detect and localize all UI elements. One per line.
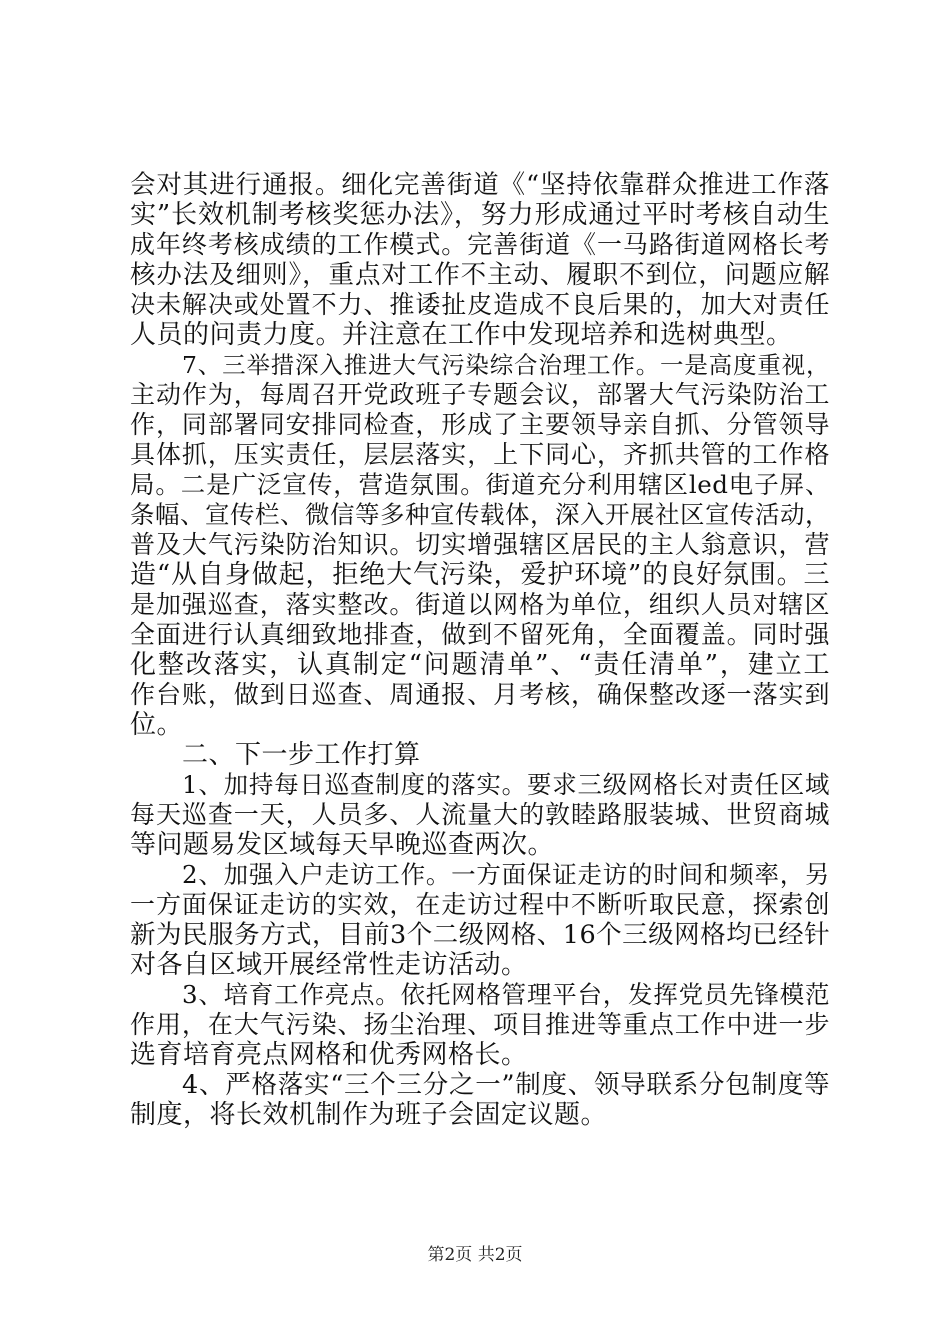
text-line: 实”长效机制考核奖惩办法》，努力形成通过平时考核自动生: [130, 200, 830, 230]
text-line: 主动作为，每周召开党政班子专题会议，部署大气污染防治工: [130, 380, 830, 409]
paragraph-start-line: 2、加强入户走访工作。一方面保证走访的时间和频率，另: [182, 860, 830, 889]
text-line: 制度，将长效机制作为班子会固定议题。: [130, 1100, 608, 1130]
text-line: 会对其进行通报。细化完善街道《“坚持依靠群众推进工作落: [130, 170, 830, 200]
document-body: [130, 170, 830, 1130]
text-line: 对各自区域开展经常性走访活动。: [130, 950, 528, 980]
text-line: 是加强巡查，落实整改。街道以网格为单位，组织人员对辖区: [130, 590, 830, 619]
text-line: 选育培育亮点网格和优秀网格长。: [130, 1040, 528, 1070]
text-line: 一方面保证走访的实效，在走访过程中不断听取民意，探索创: [130, 890, 830, 919]
text-line: 具体抓，压实责任，层层落实，上下同心，齐抓共管的工作格: [130, 440, 830, 469]
text-line: 作，同部署同安排同检查，形成了主要领导亲自抓、分管领导: [130, 410, 830, 439]
text-line: 每天巡查一天，人员多、人流量大的敦睦路服装城、世贸商城: [130, 800, 830, 829]
text-line: 造“从自身做起，拒绝大气污染，爱护环境”的良好氛围。三: [130, 560, 830, 590]
text-line: 人员的问责力度。并注意在工作中发现培养和选树典型。: [130, 320, 793, 350]
text-line: 化整改落实，认真制定“问题清单”、“责任清单”，建立工: [130, 650, 830, 680]
text-line: 决未解决或处置不力、推诿扯皮造成不良后果的，加大对责任: [130, 290, 830, 319]
paragraph-start-line: 7、三举措深入推进大气污染综合治理工作。一是高度重视，: [182, 351, 830, 379]
text-line: 普及大气污染防治知识。切实增强辖区居民的主人翁意识，营: [130, 530, 830, 559]
section-heading: 二、下一步工作打算: [182, 740, 421, 770]
text-line: 核办法及细则》，重点对工作不主动、履职不到位，问题应解: [130, 260, 830, 290]
paragraph-start-line: 1、加持每日巡查制度的落实。要求三级网格长对责任区域: [182, 770, 830, 799]
text-line: 作用，在大气污染、扬尘治理、项目推进等重点工作中进一步: [130, 1010, 830, 1039]
text-line: 条幅、宣传栏、微信等多种宣传载体，深入开展社区宣传活动，: [130, 500, 830, 529]
text-line: 成年终考核成绩的工作模式。完善街道《一马路街道网格长考: [130, 230, 830, 259]
text-line: 等问题易发区域每天早晚巡查两次。: [130, 830, 555, 860]
text-line: 作台账，做到日巡查、周通报、月考核，确保整改逐一落实到: [130, 680, 830, 709]
paragraph-start-line: 4、严格落实“三个三分之一”制度、领导联系分包制度等: [182, 1070, 830, 1100]
text-line: 局。二是广泛宣传，营造氛围。街道充分利用辖区led电子屏、: [130, 470, 830, 499]
text-line: 位。: [130, 710, 184, 740]
text-line: 全面进行认真细致地排查，做到不留死角，全面覆盖。同时强: [130, 620, 830, 649]
page-number-footer: 第2页 共2页: [427, 1245, 523, 1265]
paragraph-start-line: 3、培育工作亮点。依托网格管理平台，发挥党员先锋模范: [182, 980, 830, 1009]
text-line: 新为民服务方式，目前3个二级网格、16个三级网格均已经针: [130, 920, 831, 950]
